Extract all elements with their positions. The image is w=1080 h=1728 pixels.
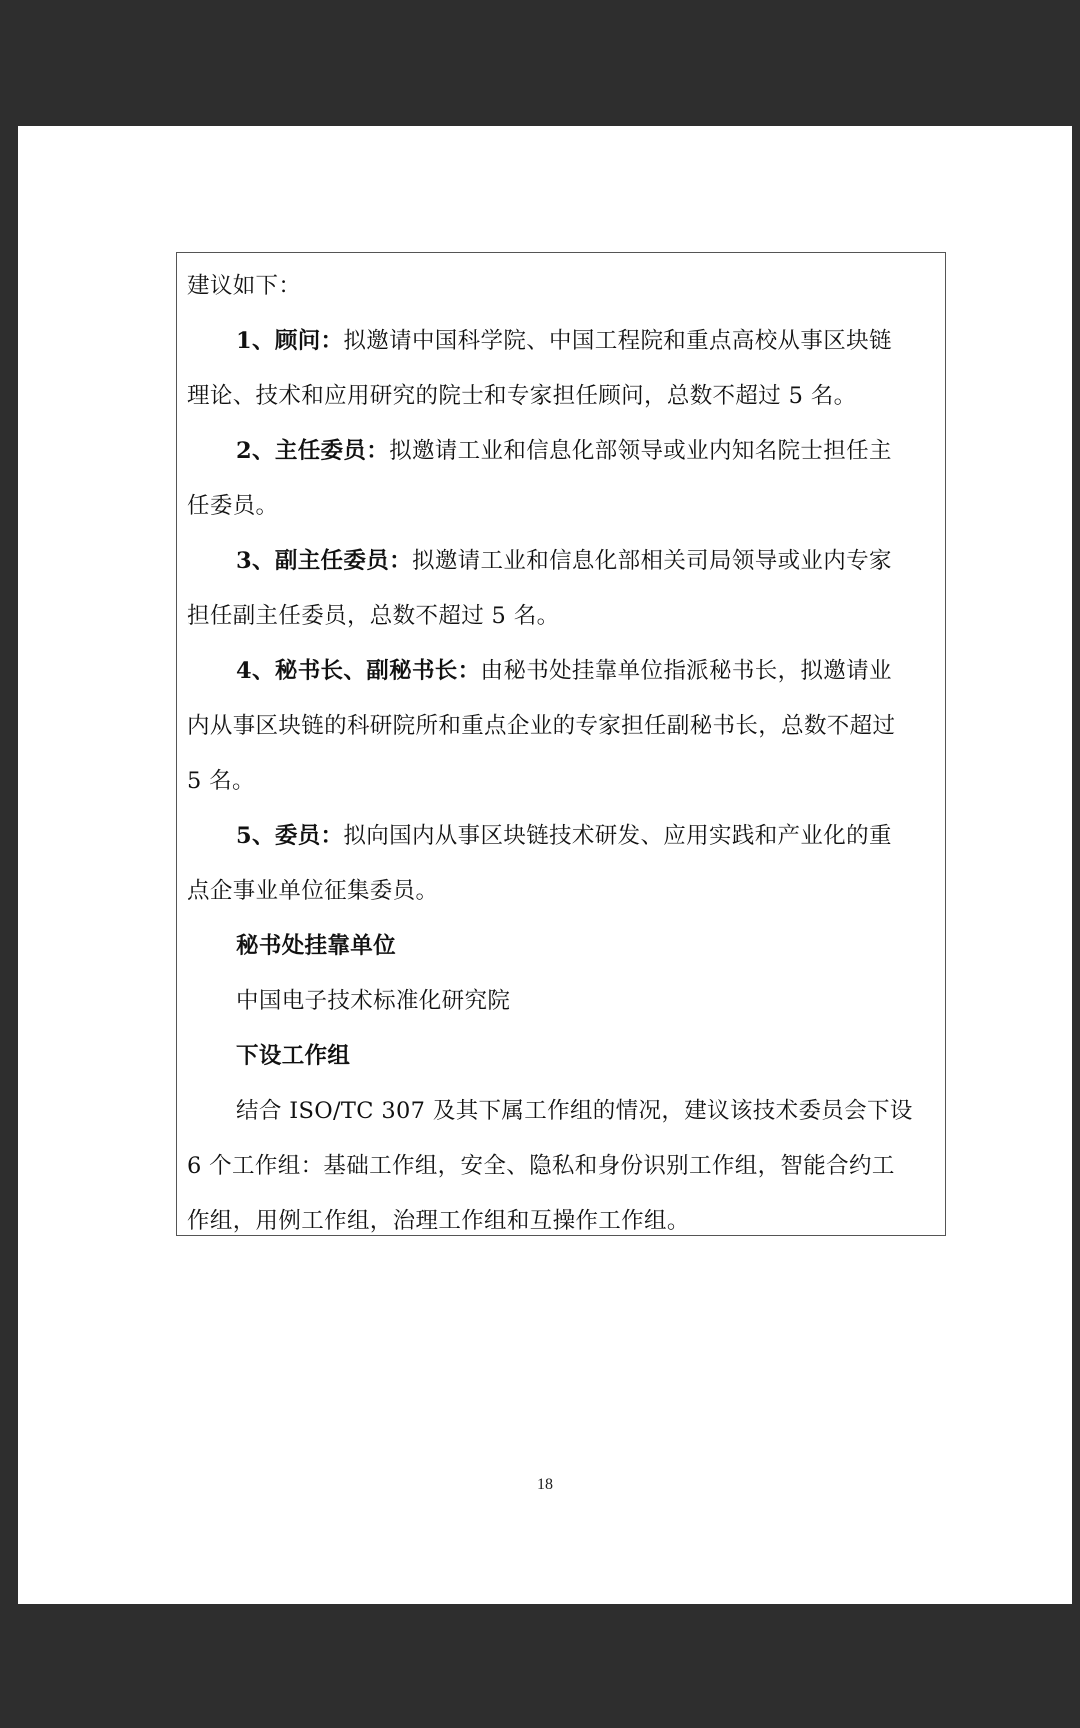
item-advisor-text-2: 理论、技术和应用研究的院士和专家担任顾问，总数不超过 5 名。: [187, 383, 857, 409]
item-secretary-general-text-3: 5 名。: [187, 768, 255, 794]
item-member-text-2: 点企事业单位征集委员。: [187, 878, 439, 904]
working-groups-heading: 下设工作组: [236, 1043, 351, 1069]
item-chair-text-2: 任委员。: [187, 493, 279, 519]
working-groups-text-1: 结合 ISO/TC 307 及其下属工作组的情况，建议该技术委员会下设: [236, 1098, 913, 1124]
item-chair: [187, 424, 935, 479]
document-page: [18, 126, 1072, 1604]
working-groups-text-3: 作组，用例工作组，治理工作组和互操作工作组。: [187, 1208, 690, 1234]
content-table-cell: [176, 252, 946, 1236]
item-advisor-text-1: 拟邀请中国科学院、中国工程院和重点高校从事区块链: [343, 328, 892, 354]
item-member-label: 5、委员：: [236, 823, 344, 849]
item-member-text-1: 拟向国内从事区块链技术研发、应用实践和产业化的重: [343, 823, 892, 849]
secretariat-value: 中国电子技术标准化研究院: [236, 988, 511, 1014]
item-secretary-general-label: 4、秘书长、副秘书长：: [236, 658, 481, 684]
item-vice-chair: [187, 534, 935, 589]
item-secretary-general: [187, 644, 935, 699]
item-vice-chair-text-1: 拟邀请工业和信息化部相关司局领导或业内专家: [411, 548, 892, 574]
item-chair-label: 2、主任委员：: [236, 438, 390, 464]
item-advisor-label: 1、顾问：: [236, 328, 344, 354]
intro-line: 建议如下：: [187, 273, 302, 299]
item-vice-chair-label: 3、副主任委员：: [236, 548, 412, 574]
item-secretary-general-text-1: 由秘书处挂靠单位指派秘书长，拟邀请业: [480, 658, 892, 684]
item-chair-text-1: 拟邀请工业和信息化部领导或业内知名院士担任主: [389, 438, 892, 464]
working-groups-text-2: 6 个工作组：基础工作组，安全、隐私和身份识别工作组，智能合约工: [187, 1153, 895, 1179]
item-vice-chair-text-2: 担任副主任委员，总数不超过 5 名。: [187, 603, 560, 629]
item-secretary-general-text-2: 内从事区块链的科研院所和重点企业的专家担任副秘书长，总数不超过: [187, 713, 896, 739]
item-advisor: [187, 314, 935, 369]
item-member: [187, 809, 935, 864]
secretariat-heading: 秘书处挂靠单位: [236, 933, 396, 959]
page-number: 18: [537, 1476, 553, 1493]
